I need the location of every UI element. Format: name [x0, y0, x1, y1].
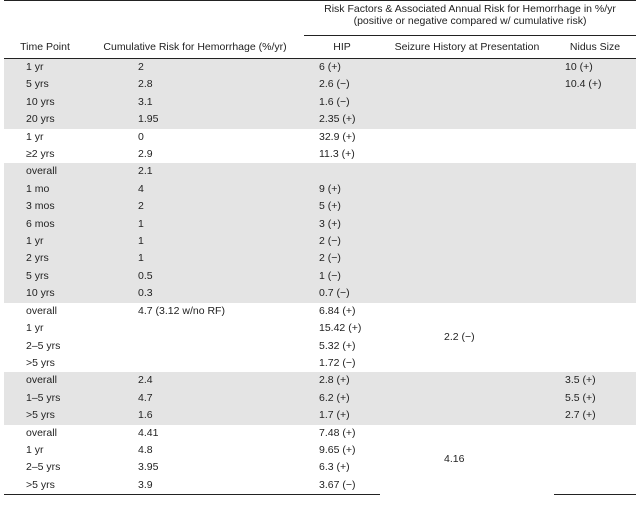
cumulative-risk-cell: 1.6: [86, 407, 304, 424]
cumulative-risk-cell: 4.7 (3.12 w/no RF): [138, 304, 225, 317]
nidus-size-cell: [554, 303, 636, 320]
cumulative-risk-cell: [86, 320, 304, 337]
hip-cell: 5 (+): [304, 198, 380, 215]
seizure-history-cell: [380, 198, 554, 215]
time-point-cell: overall: [4, 163, 86, 180]
table-row: [4, 390, 636, 407]
time-point-cell: 1 yr: [4, 233, 86, 250]
hip-cell: 6.3 (+): [319, 461, 350, 474]
time-point-cell: 10 yrs: [4, 94, 86, 111]
nidus-size-cell: [554, 425, 636, 442]
time-point-cell: 6 mos: [4, 216, 86, 233]
time-point-cell: 2 yrs: [4, 250, 86, 267]
cumulative-risk-cell: 4.8: [138, 443, 153, 456]
nidus-size-cell: [554, 338, 636, 355]
cumulative-risk-cell: 4.41: [138, 426, 159, 439]
seizure-history-cell: [380, 163, 554, 180]
cumulative-risk-cell: [86, 338, 304, 355]
cumulative-risk-cell: 1: [86, 233, 304, 250]
time-point-cell: 20 yrs: [4, 111, 86, 128]
seizure-history-cell: [380, 390, 554, 407]
cumulative-risk-cell: 1.95: [86, 111, 304, 128]
time-point-cell: 10 yrs: [4, 285, 86, 302]
table-row: [4, 111, 636, 128]
cumulative-risk-cell: [86, 355, 304, 372]
table-row: [4, 59, 636, 77]
table-row: [4, 268, 636, 285]
col-header-hip: HIP: [304, 36, 380, 59]
hip-cell: 2.8 (+): [304, 372, 380, 389]
hip-cell: 6.84 (+): [319, 304, 356, 317]
seizure-history-cell: [380, 407, 554, 424]
time-point-cell: >5 yrs: [4, 477, 86, 495]
hip-cell: 2 (−): [304, 233, 380, 250]
nidus-size-cell: 5.5 (+): [554, 390, 636, 407]
cumulative-risk-cell: 0.5: [86, 268, 304, 285]
cumulative-risk-cell: 2.9: [138, 148, 153, 161]
seizure-history-cell: [380, 250, 554, 267]
table-row: [4, 285, 636, 302]
nidus-size-cell: [554, 198, 636, 215]
col-header-cumulative-risk: Cumulative Risk for Hemorrhage (%/yr): [86, 36, 304, 59]
group-title-line1: Risk Factors & Associated Annual Risk for Hemorrhage in %/yr: [324, 3, 616, 15]
nidus-size-cell: [554, 250, 636, 267]
seizure-history-cell: [380, 59, 554, 77]
hip-cell: 1 (−): [304, 268, 380, 285]
time-point-cell: >5 yrs: [26, 356, 55, 369]
table-row: [4, 129, 636, 146]
cumulative-risk-cell: 3.9: [86, 477, 304, 495]
time-point-cell: 3 mos: [4, 198, 86, 215]
col-header-time-point: Time Point: [4, 36, 86, 59]
table-row: [4, 372, 636, 389]
hip-cell: 1.6 (−): [304, 94, 380, 111]
time-point-cell: overall: [26, 426, 57, 439]
nidus-size-cell: 10.4 (+): [554, 76, 636, 93]
hip-cell: 1.7 (+): [304, 407, 380, 424]
hip-cell: 2.35 (+): [304, 111, 380, 128]
table-row: [4, 146, 636, 163]
cumulative-risk-cell: 3.1: [86, 94, 304, 111]
seizure-history-cell: [380, 76, 554, 93]
nidus-size-cell: [554, 233, 636, 250]
nidus-size-cell: [554, 146, 636, 163]
hip-cell: 1.72 (−): [319, 356, 356, 369]
table-row: [4, 303, 636, 320]
time-point-cell: 1 yr: [4, 59, 86, 77]
time-point-cell: 5 yrs: [4, 268, 86, 285]
hip-cell: 5.32 (+): [319, 339, 356, 352]
seizure-history-cell: [380, 181, 554, 198]
time-point-cell: 1–5 yrs: [4, 390, 86, 407]
cumulative-risk-cell: 2: [86, 59, 304, 77]
risk-factors-group-header: [304, 1, 636, 36]
hip-cell: 3.67 (−): [304, 477, 380, 495]
seizure-history-cell: [380, 233, 554, 250]
table-row: [4, 76, 636, 93]
seizure-history-cell: [380, 268, 554, 285]
cumulative-risk-cell: 1: [86, 250, 304, 267]
hip-cell: 11.3 (+): [319, 148, 355, 161]
table-body: [4, 59, 636, 495]
seizure-history-cell: 4.16: [444, 452, 465, 465]
nidus-size-cell: [554, 181, 636, 198]
time-point-cell: ≥2 yrs: [26, 148, 55, 161]
cumulative-risk-cell: 2.8: [86, 76, 304, 93]
hip-cell: 6.2 (+): [304, 390, 380, 407]
hip-cell: 2.6 (−): [304, 76, 380, 93]
cumulative-risk-cell: 2.1: [86, 163, 304, 180]
nidus-size-cell: [554, 111, 636, 128]
hip-cell: 6 (+): [304, 59, 380, 77]
nidus-size-cell: 3.5 (+): [554, 372, 636, 389]
cumulative-risk-cell: 3.95: [138, 461, 159, 474]
cumulative-risk-cell: 4.7: [86, 390, 304, 407]
col-header-seizure-history: Seizure History at Presentation: [380, 36, 554, 59]
cumulative-risk-cell: 4: [86, 181, 304, 198]
seizure-history-cell: [380, 285, 554, 302]
nidus-size-cell: [554, 94, 636, 111]
time-point-cell: 1 yr: [26, 130, 44, 143]
hip-cell: 0.7 (−): [304, 285, 380, 302]
seizure-history-cell: [380, 372, 554, 389]
hip-cell: 2 (−): [304, 250, 380, 267]
seizure-history-cell: [380, 129, 554, 146]
time-point-cell: 1 yr: [26, 322, 44, 335]
nidus-size-cell: [554, 268, 636, 285]
table-row: [4, 425, 636, 442]
nidus-size-cell: [554, 459, 636, 476]
hip-cell: 7.48 (+): [319, 426, 356, 439]
nidus-size-cell: [554, 163, 636, 180]
hip-cell: 15.42 (+): [319, 322, 362, 335]
table-row: [4, 198, 636, 215]
nidus-size-cell: [554, 477, 636, 495]
time-point-cell: overall: [4, 372, 86, 389]
table-row: [4, 250, 636, 267]
cumulative-risk-cell: 2.4: [86, 372, 304, 389]
seizure-history-cell: [380, 216, 554, 233]
hip-cell: 3 (+): [304, 216, 380, 233]
hip-cell: 32.9 (+): [319, 130, 356, 143]
seizure-history-cell: [380, 94, 554, 111]
nidus-size-cell: 2.7 (+): [554, 407, 636, 424]
time-point-cell: 1 yr: [26, 443, 44, 456]
table-row: [4, 233, 636, 250]
seizure-history-cell: [380, 111, 554, 128]
hip-cell: 9 (+): [304, 181, 380, 198]
cumulative-risk-cell: 0: [138, 130, 144, 143]
table-row: [4, 216, 636, 233]
col-header-nidus-size: Nidus Size: [554, 36, 636, 59]
seizure-history-cell: 2.2 (−): [444, 330, 475, 343]
hemorrhage-risk-table: [4, 0, 636, 495]
cumulative-risk-cell: 0.3: [86, 285, 304, 302]
hip-cell: [304, 163, 380, 180]
table-row: [4, 163, 636, 180]
seizure-history-cell: [380, 146, 554, 163]
time-point-cell: overall: [26, 304, 57, 317]
hip-cell: 9.65 (+): [319, 443, 356, 456]
time-point-cell: 2–5 yrs: [26, 461, 61, 474]
cumulative-risk-cell: 2: [86, 198, 304, 215]
cumulative-risk-cell: 1: [86, 216, 304, 233]
nidus-size-cell: [554, 355, 636, 372]
nidus-size-cell: [554, 442, 636, 459]
nidus-size-cell: [554, 320, 636, 337]
nidus-size-cell: [554, 129, 636, 146]
table-row: [4, 94, 636, 111]
nidus-size-cell: [554, 216, 636, 233]
time-point-cell: >5 yrs: [4, 407, 86, 424]
group-title-line2: (positive or negative compared w/ cumulative risk): [353, 15, 587, 27]
time-point-cell: 2–5 yrs: [26, 339, 61, 352]
table-row: [4, 181, 636, 198]
time-point-cell: 1 mo: [4, 181, 86, 198]
nidus-size-cell: [554, 285, 636, 302]
table-row: [4, 407, 636, 424]
nidus-size-cell: 10 (+): [554, 59, 636, 77]
time-point-cell: 5 yrs: [4, 76, 86, 93]
